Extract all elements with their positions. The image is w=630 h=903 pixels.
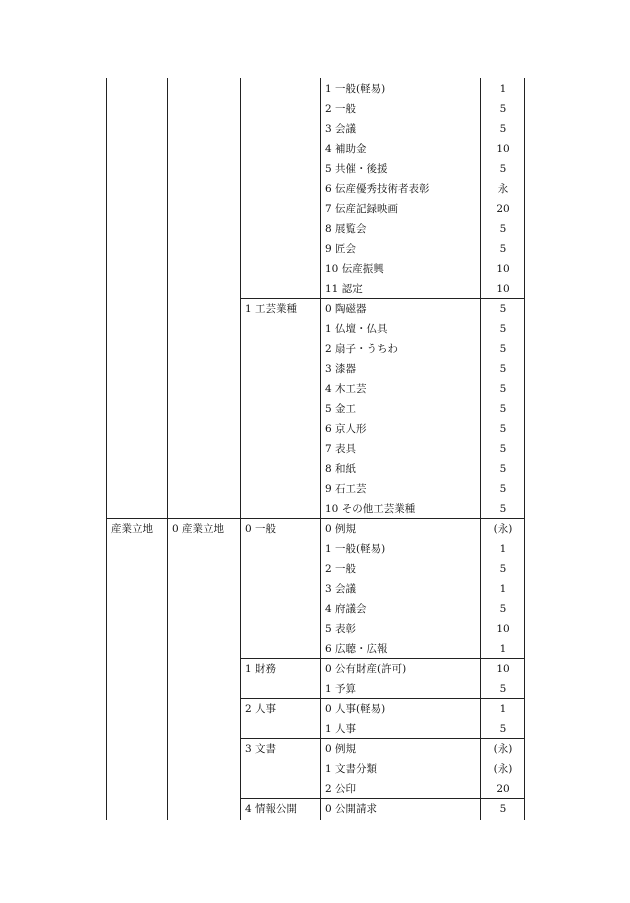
retention-years-cell: 5: [499, 683, 507, 695]
section-cell: 4 情報公開: [245, 803, 298, 815]
retention-years-cell: 5: [499, 223, 507, 235]
item-cell: 2 一般: [325, 563, 357, 575]
retention-years-cell: 5: [499, 403, 507, 415]
retention-years-cell: 5: [499, 463, 507, 475]
retention-years-cell: 5: [499, 563, 507, 575]
retention-years-cell: (永): [493, 763, 513, 775]
retention-years-cell: 10: [496, 663, 510, 675]
item-cell: 4 補助金: [325, 143, 367, 155]
retention-years-cell: 5: [499, 503, 507, 515]
item-cell: 9 石工芸: [325, 483, 367, 495]
retention-years-cell: 5: [499, 103, 507, 115]
item-cell: 2 公印: [325, 783, 357, 795]
item-cell: 3 会議: [325, 583, 357, 595]
item-cell: 1 文書分類: [325, 763, 378, 775]
section-cell: 1 工芸業種: [245, 303, 298, 315]
item-cell: 10 その他工芸業種: [325, 503, 416, 515]
retention-years-cell: (永): [493, 523, 513, 535]
column-rule-0: [106, 78, 107, 820]
item-cell: 1 仏壇・仏具: [325, 323, 388, 335]
retention-years-cell: 5: [499, 803, 507, 815]
section-cell: 3 文書: [245, 743, 277, 755]
item-cell: 11 認定: [325, 283, 363, 295]
retention-years-cell: 5: [499, 483, 507, 495]
item-cell: 0 公開請求: [325, 803, 378, 815]
item-cell: 2 扇子・うちわ: [325, 343, 399, 355]
item-cell: 10 伝産振興: [325, 263, 384, 275]
item-cell: 1 人事: [325, 723, 357, 735]
item-cell: 1 予算: [325, 683, 357, 695]
retention-years-cell: 1: [499, 583, 507, 595]
item-cell: 5 金工: [325, 403, 357, 415]
group-rule: [106, 518, 525, 519]
retention-years-cell: 5: [499, 323, 507, 335]
retention-years-cell: 永: [497, 183, 509, 195]
item-cell: 0 人事(軽易): [325, 703, 386, 715]
retention-years-cell: (永): [493, 743, 513, 755]
column-rule-3: [320, 78, 321, 820]
retention-years-cell: 5: [499, 163, 507, 175]
item-cell: 0 例規: [325, 743, 357, 755]
item-cell: 6 広聴・広報: [325, 643, 388, 655]
retention-years-cell: 10: [496, 263, 510, 275]
section-cell: 2 人事: [245, 703, 277, 715]
column-rule-2: [240, 78, 241, 820]
item-cell: 4 木工芸: [325, 383, 367, 395]
item-cell: 1 一般(軽易): [325, 83, 386, 95]
item-cell: 7 表具: [325, 443, 357, 455]
retention-years-cell: 5: [499, 603, 507, 615]
item-cell: 2 一般: [325, 103, 357, 115]
item-cell: 8 展覧会: [325, 223, 367, 235]
retention-years-cell: 1: [499, 703, 507, 715]
item-cell: 8 和紙: [325, 463, 357, 475]
item-cell: 6 伝産優秀技術者表彰: [325, 183, 430, 195]
item-cell: 5 共催・後援: [325, 163, 388, 175]
item-cell: 6 京人形: [325, 423, 367, 435]
subcategory-cell: 0 産業立地: [172, 523, 225, 535]
retention-years-cell: 20: [496, 203, 510, 215]
item-cell: 0 例規: [325, 523, 357, 535]
item-cell: 3 漆器: [325, 363, 357, 375]
retention-years-cell: 5: [499, 243, 507, 255]
retention-years-cell: 5: [499, 343, 507, 355]
retention-years-cell: 5: [499, 383, 507, 395]
item-cell: 0 陶磁器: [325, 303, 367, 315]
retention-years-cell: 10: [496, 283, 510, 295]
retention-years-cell: 1: [499, 543, 507, 555]
item-cell: 7 伝産記録映画: [325, 203, 399, 215]
retention-years-cell: 5: [499, 363, 507, 375]
item-cell: 5 表彰: [325, 623, 357, 635]
retention-years-cell: 5: [499, 723, 507, 735]
retention-years-cell: 5: [499, 123, 507, 135]
item-cell: 3 会議: [325, 123, 357, 135]
item-cell: 1 一般(軽易): [325, 543, 386, 555]
item-cell: 9 匠会: [325, 243, 357, 255]
retention-years-cell: 10: [496, 143, 510, 155]
retention-years-cell: 1: [499, 643, 507, 655]
retention-years-cell: 5: [499, 423, 507, 435]
retention-years-cell: 20: [496, 783, 510, 795]
column-rule-1: [167, 78, 168, 820]
retention-years-cell: 10: [496, 623, 510, 635]
retention-years-cell: 5: [499, 303, 507, 315]
section-cell: 1 財務: [245, 663, 277, 675]
section-cell: 0 一般: [245, 523, 277, 535]
category-cell: 産業立地: [111, 523, 153, 535]
item-cell: 0 公有財産(許可): [325, 663, 407, 675]
retention-years-cell: 1: [499, 83, 507, 95]
item-cell: 4 府議会: [325, 603, 367, 615]
retention-years-cell: 5: [499, 443, 507, 455]
